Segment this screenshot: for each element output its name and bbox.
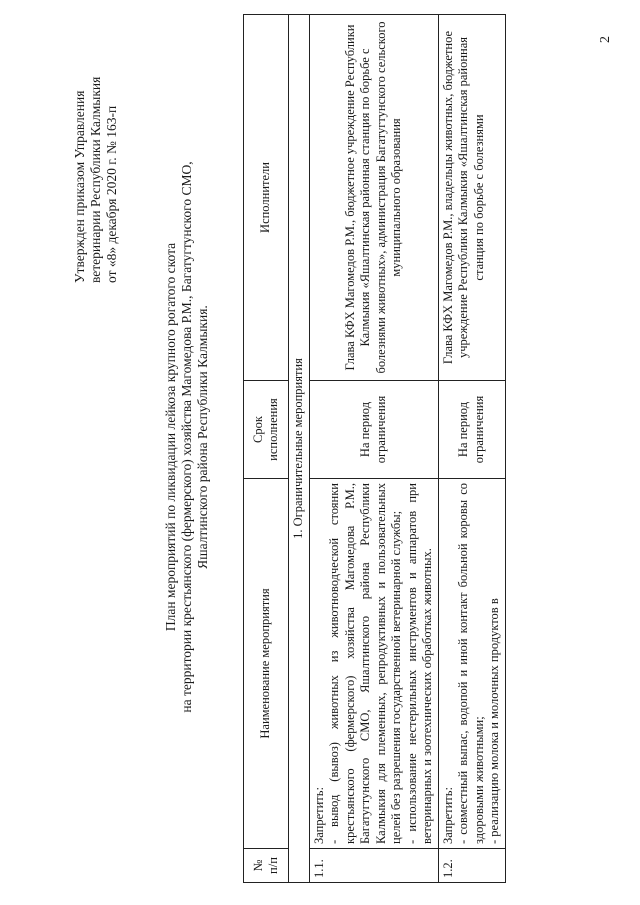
row-num: 1.1.: [309, 849, 438, 883]
section-title: 1. Ограничительные мероприятия: [289, 15, 310, 883]
table-header-row: [244, 15, 289, 883]
table-row: [309, 15, 438, 883]
title-line-2: на территории крестьянского (фермерского) хозяйства Магомедова Р.М., Багатугтунского СМО,: [179, 161, 194, 713]
measure-line: - использование нестерильных инструментов и аппаратов при ветеринарных и зоотехнических обработках животных.: [404, 483, 434, 844]
row-deadline: На период ограничения: [438, 381, 505, 479]
row-deadline: На период ограничения: [309, 381, 438, 479]
measures-table: [243, 14, 506, 883]
measure-heading: Запретить:: [440, 787, 455, 844]
row-executors: Глава КФХ Магомедов Р.М., бюджетное учреждение Республики Калмыкия «Яшалтинская районная станция по борьбе с болезнями животных», администрация Багатугтунского сельского муниципального образования: [309, 15, 438, 381]
section-row: [289, 15, 310, 883]
approval-line-2: ветеринарии Республики Калмыкия: [88, 76, 103, 283]
title-line-3: Яшалтинского района Республики Калмыкия.: [195, 305, 210, 569]
header-deadline: Срок исполнения: [244, 381, 289, 479]
title-line-1: План мероприятий по ликвидации лейкоза крупного рогатого скота: [163, 242, 178, 632]
measure-line: - реализацию молока и молочных продуктов в: [487, 598, 501, 844]
row-num: 1.2.: [438, 849, 505, 883]
row-measure: [309, 479, 438, 849]
row-measure: [438, 479, 505, 849]
header-executors: Исполнители: [244, 15, 289, 381]
row-executors: Глава КФХ Магомедов Р.М., владельцы животных, бюджетное учреждение Республики Калмыкия «Яшалтинская районная станция по борьбе с болезнями: [438, 15, 505, 381]
approval-line-3: от «8» декабря 2020 г. № 163-п: [104, 105, 119, 283]
table-row: [438, 15, 505, 883]
approval-stamp: [72, 15, 120, 283]
header-num: № п/п: [244, 849, 289, 883]
approval-line-1: Утвержден приказом Управления: [72, 90, 87, 283]
page-number: 2: [598, 36, 613, 43]
measure-heading: Запретить:: [311, 787, 326, 844]
measure-line: - вывод (вывоз) животных из животноводческой стоянки крестьянского (фермерского) хозяйства Магомедова Р.М., Багатугтунского СМО, Яшалтинского района Республики Калмыкия для племенных, репродуктивных и пользовательных целей без разрешения государственной ветеринарной службы;: [327, 483, 403, 844]
measure-line: - совместный выпас, водопой и иной контакт больной коровы со здоровыми животными;: [456, 483, 486, 844]
document-title: [163, 87, 211, 787]
header-name: Наименование мероприятия: [244, 479, 289, 849]
